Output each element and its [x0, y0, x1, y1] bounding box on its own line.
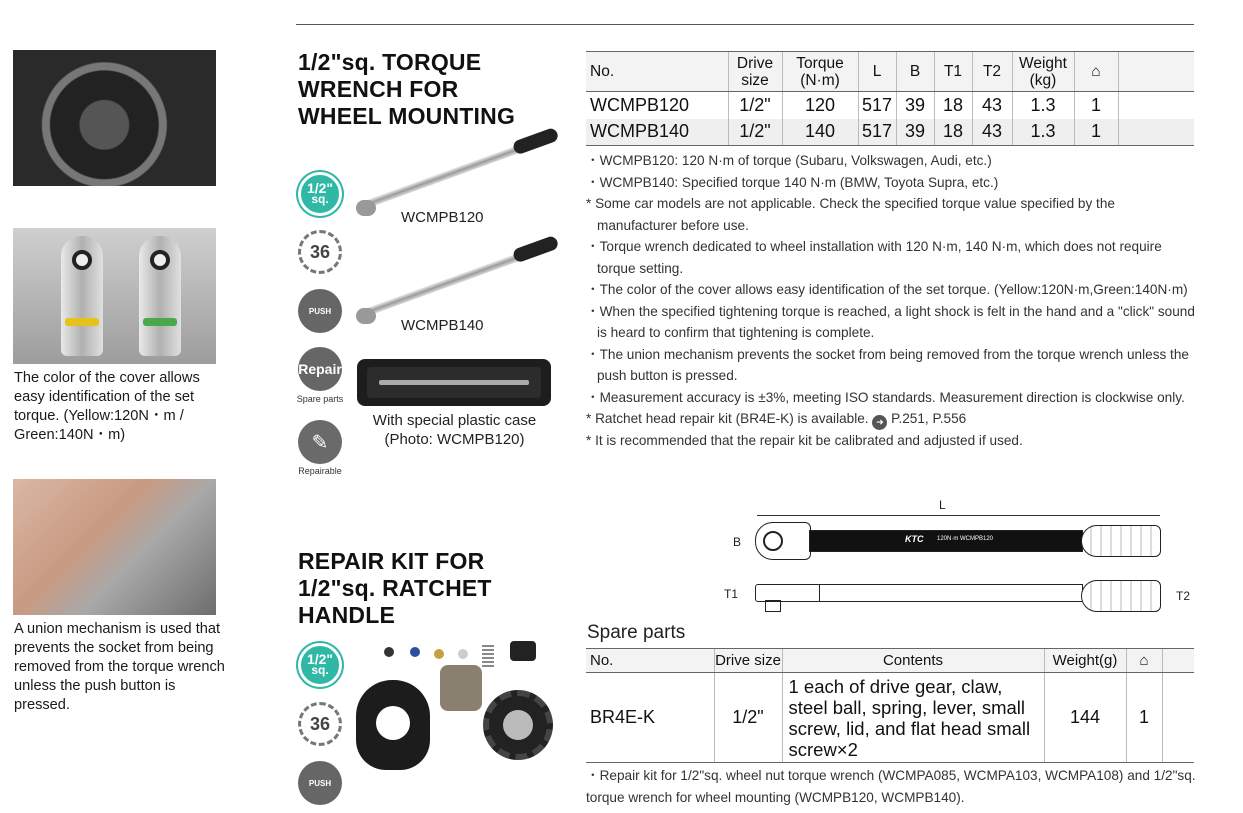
header-l: L: [858, 52, 896, 92]
model-label-wcmpb120: WCMPB120: [401, 209, 484, 226]
header-no: No.: [586, 649, 714, 673]
spec-table: [586, 51, 1194, 146]
cell-b: 39: [896, 119, 934, 146]
union-mechanism-caption: A union mechanism is used that prevents the socket from being removed from the torque wrench unless the push button is pressed.: [14, 621, 225, 713]
plastic-case-image: [357, 359, 551, 406]
header-no: No.: [586, 52, 728, 92]
cell-drive: 1/2": [714, 673, 782, 763]
spare-parts-table: [586, 648, 1194, 763]
case-caption: With special plastic case (Photo: WCMPB120): [372, 412, 537, 448]
spare-header-row: [586, 649, 1194, 673]
header-weight: Weight (kg): [1012, 52, 1074, 92]
cover-color-photo: [13, 228, 216, 364]
header-t1: T1: [934, 52, 972, 92]
header-drive-size: Drive size: [714, 649, 782, 673]
page-reference-link[interactable]: P.251, P.556: [891, 411, 967, 426]
cell-qty: 1: [1126, 673, 1162, 763]
header-contents: Contents: [782, 649, 1044, 673]
cell-qty: 1: [1074, 119, 1118, 146]
header-torque: Torque (N·m): [782, 52, 858, 92]
dim-label-b: B: [733, 535, 742, 549]
wrench-wcmpb120-image: [356, 130, 556, 220]
model-label-wcmpb140: WCMPB140: [401, 317, 484, 334]
note-item: ・Measurement accuracy is ±3%, meeting ISO standards. Measurement direction is clockwise only.: [586, 389, 1185, 405]
dim-label-t2: T2: [1176, 589, 1191, 603]
half-inch-square-icon: 1/2" sq.: [298, 643, 342, 687]
note-item: * Some car models are not applicable. Check the specified torque value specified by the manufacturer before use.: [586, 196, 1115, 233]
header-package-icon: ⌂: [1126, 649, 1162, 673]
cell-l: 517: [858, 119, 896, 146]
36-teeth-icon: 36: [298, 230, 342, 274]
36-teeth-icon: 36: [298, 702, 342, 746]
note-item: ・The union mechanism prevents the socket from being removed from the torque wrench unless the push button is pressed.: [586, 346, 1189, 383]
cell-t2: 43: [972, 92, 1012, 119]
cell-weight: 1.3: [1012, 119, 1074, 146]
cell-no: BR4E-K: [586, 673, 714, 763]
page-reference-arrow-icon: ➜: [872, 415, 887, 430]
cell-drive: 1/2": [728, 92, 782, 119]
dim-label-t1: T1: [724, 587, 739, 601]
note-item: ・WCMPB140: Specified torque 140 N·m (BMW, Toyota Supra, etc.): [586, 174, 999, 190]
repairable-wrench-icon: ✎: [298, 420, 342, 464]
wrench-top-view-drawing: [755, 522, 1165, 562]
wrench-side-view-drawing: [755, 580, 1165, 616]
cell-t2: 43: [972, 119, 1012, 146]
repairable-label: Repairable: [298, 466, 342, 476]
union-mechanism-photo: [13, 479, 216, 615]
cell-weight: 1.3: [1012, 92, 1074, 119]
cell-t1: 18: [934, 92, 972, 119]
note-item: ・The color of the cover allows easy identification of the set torque. (Yellow:120N·m,Green:140N·m): [586, 282, 1188, 297]
header-b: B: [896, 52, 934, 92]
push-button-icon: PUSH: [298, 289, 342, 333]
header-package-icon: ⌂: [1074, 52, 1118, 92]
note-calibrate: * It is recommended that the repair kit be calibrated and adjusted if used.: [586, 433, 1023, 448]
cell-qty: 1: [1074, 92, 1118, 119]
wrench-wcmpb140-image: [356, 238, 556, 328]
cell-t1: 18: [934, 119, 972, 146]
spare-parts-label: Spare parts: [296, 394, 344, 404]
top-divider: [296, 24, 1194, 25]
table-row: [586, 119, 1194, 146]
table-row: [586, 673, 1194, 763]
note-item: ・When the specified tightening torque is reached, a light shock is felt in the hand and a "click" sound is heard to confirm that tightening is complete.: [586, 303, 1195, 340]
cell-torque: 140: [782, 119, 858, 146]
wrench-head-yellow: [61, 236, 103, 356]
note-item: ・Torque wrench dedicated to wheel installation with 120 N·m, 140 N·m, which does not require torque setting.: [586, 239, 1162, 276]
cell-weight: 144: [1044, 673, 1126, 763]
cell-drive: 1/2": [728, 119, 782, 146]
spare-parts-heading: Spare parts: [587, 622, 686, 643]
cell-contents: 1 each of drive gear, claw, steel ball, spring, lever, small screw, lid, and flat head small screw×2: [782, 673, 1044, 763]
header-drive-size: Drive size: [728, 52, 782, 92]
cell-blank: [1118, 119, 1194, 146]
dim-line-l: [757, 515, 1160, 516]
spec-header-row: [586, 52, 1194, 92]
header-blank: [1162, 649, 1194, 673]
cell-no: WCMPB120: [590, 94, 690, 115]
table-row: [586, 92, 1194, 119]
header-t2: T2: [972, 52, 1012, 92]
cell-no: WCMPB140: [586, 119, 728, 146]
repair-kit-note: ・Repair kit for 1/2"sq. wheel nut torque wrench (WCMPA085, WCMPA103, WCMPA108) and 1/2"sq. torque wrench for wheel mounting (WCMPB120, WCMPB140).: [586, 768, 1196, 805]
wrench-head-green: [139, 236, 181, 356]
lid-plate-part: [356, 680, 430, 770]
repair-icon: Repair: [298, 347, 342, 391]
cell-blank: [1118, 92, 1194, 119]
dim-label-l: L: [939, 498, 946, 512]
push-button-icon: PUSH: [298, 761, 342, 805]
spec-notes: [586, 150, 1196, 452]
brand-marking: KTC: [905, 534, 924, 544]
header-weight: Weight(g): [1044, 649, 1126, 673]
note-item: ・WCMPB120: 120 N·m of torque (Subaru, Volkswagen, Audi, etc.): [586, 153, 992, 168]
cell-b: 39: [896, 92, 934, 119]
torque-marking: 120N·m WCMPB120: [937, 536, 994, 542]
half-inch-square-icon: 1/2" sq.: [298, 172, 342, 216]
note-repair-kit: * Ratchet head repair kit (BR4E-K) is available. ➜ P.251, P.556: [586, 408, 1196, 430]
drive-gear-part: [483, 690, 553, 760]
header-blank: [1118, 52, 1194, 92]
claw-part: [440, 665, 482, 711]
cover-color-caption: The color of the cover allows easy identification of the set torque. (Yellow:120N・m / Green:140N・m): [14, 370, 200, 443]
wheel-mounting-photo: [13, 50, 216, 186]
cell-l: 517: [858, 92, 896, 119]
cell-blank: [1162, 673, 1194, 763]
section-title-repair-kit: REPAIR KIT FOR 1/2"sq. RATCHET HANDLE: [298, 548, 492, 628]
cell-torque: 120: [782, 92, 858, 119]
section-title-torque-wrench: 1/2"sq. TORQUE WRENCH FOR WHEEL MOUNTING: [298, 49, 516, 129]
